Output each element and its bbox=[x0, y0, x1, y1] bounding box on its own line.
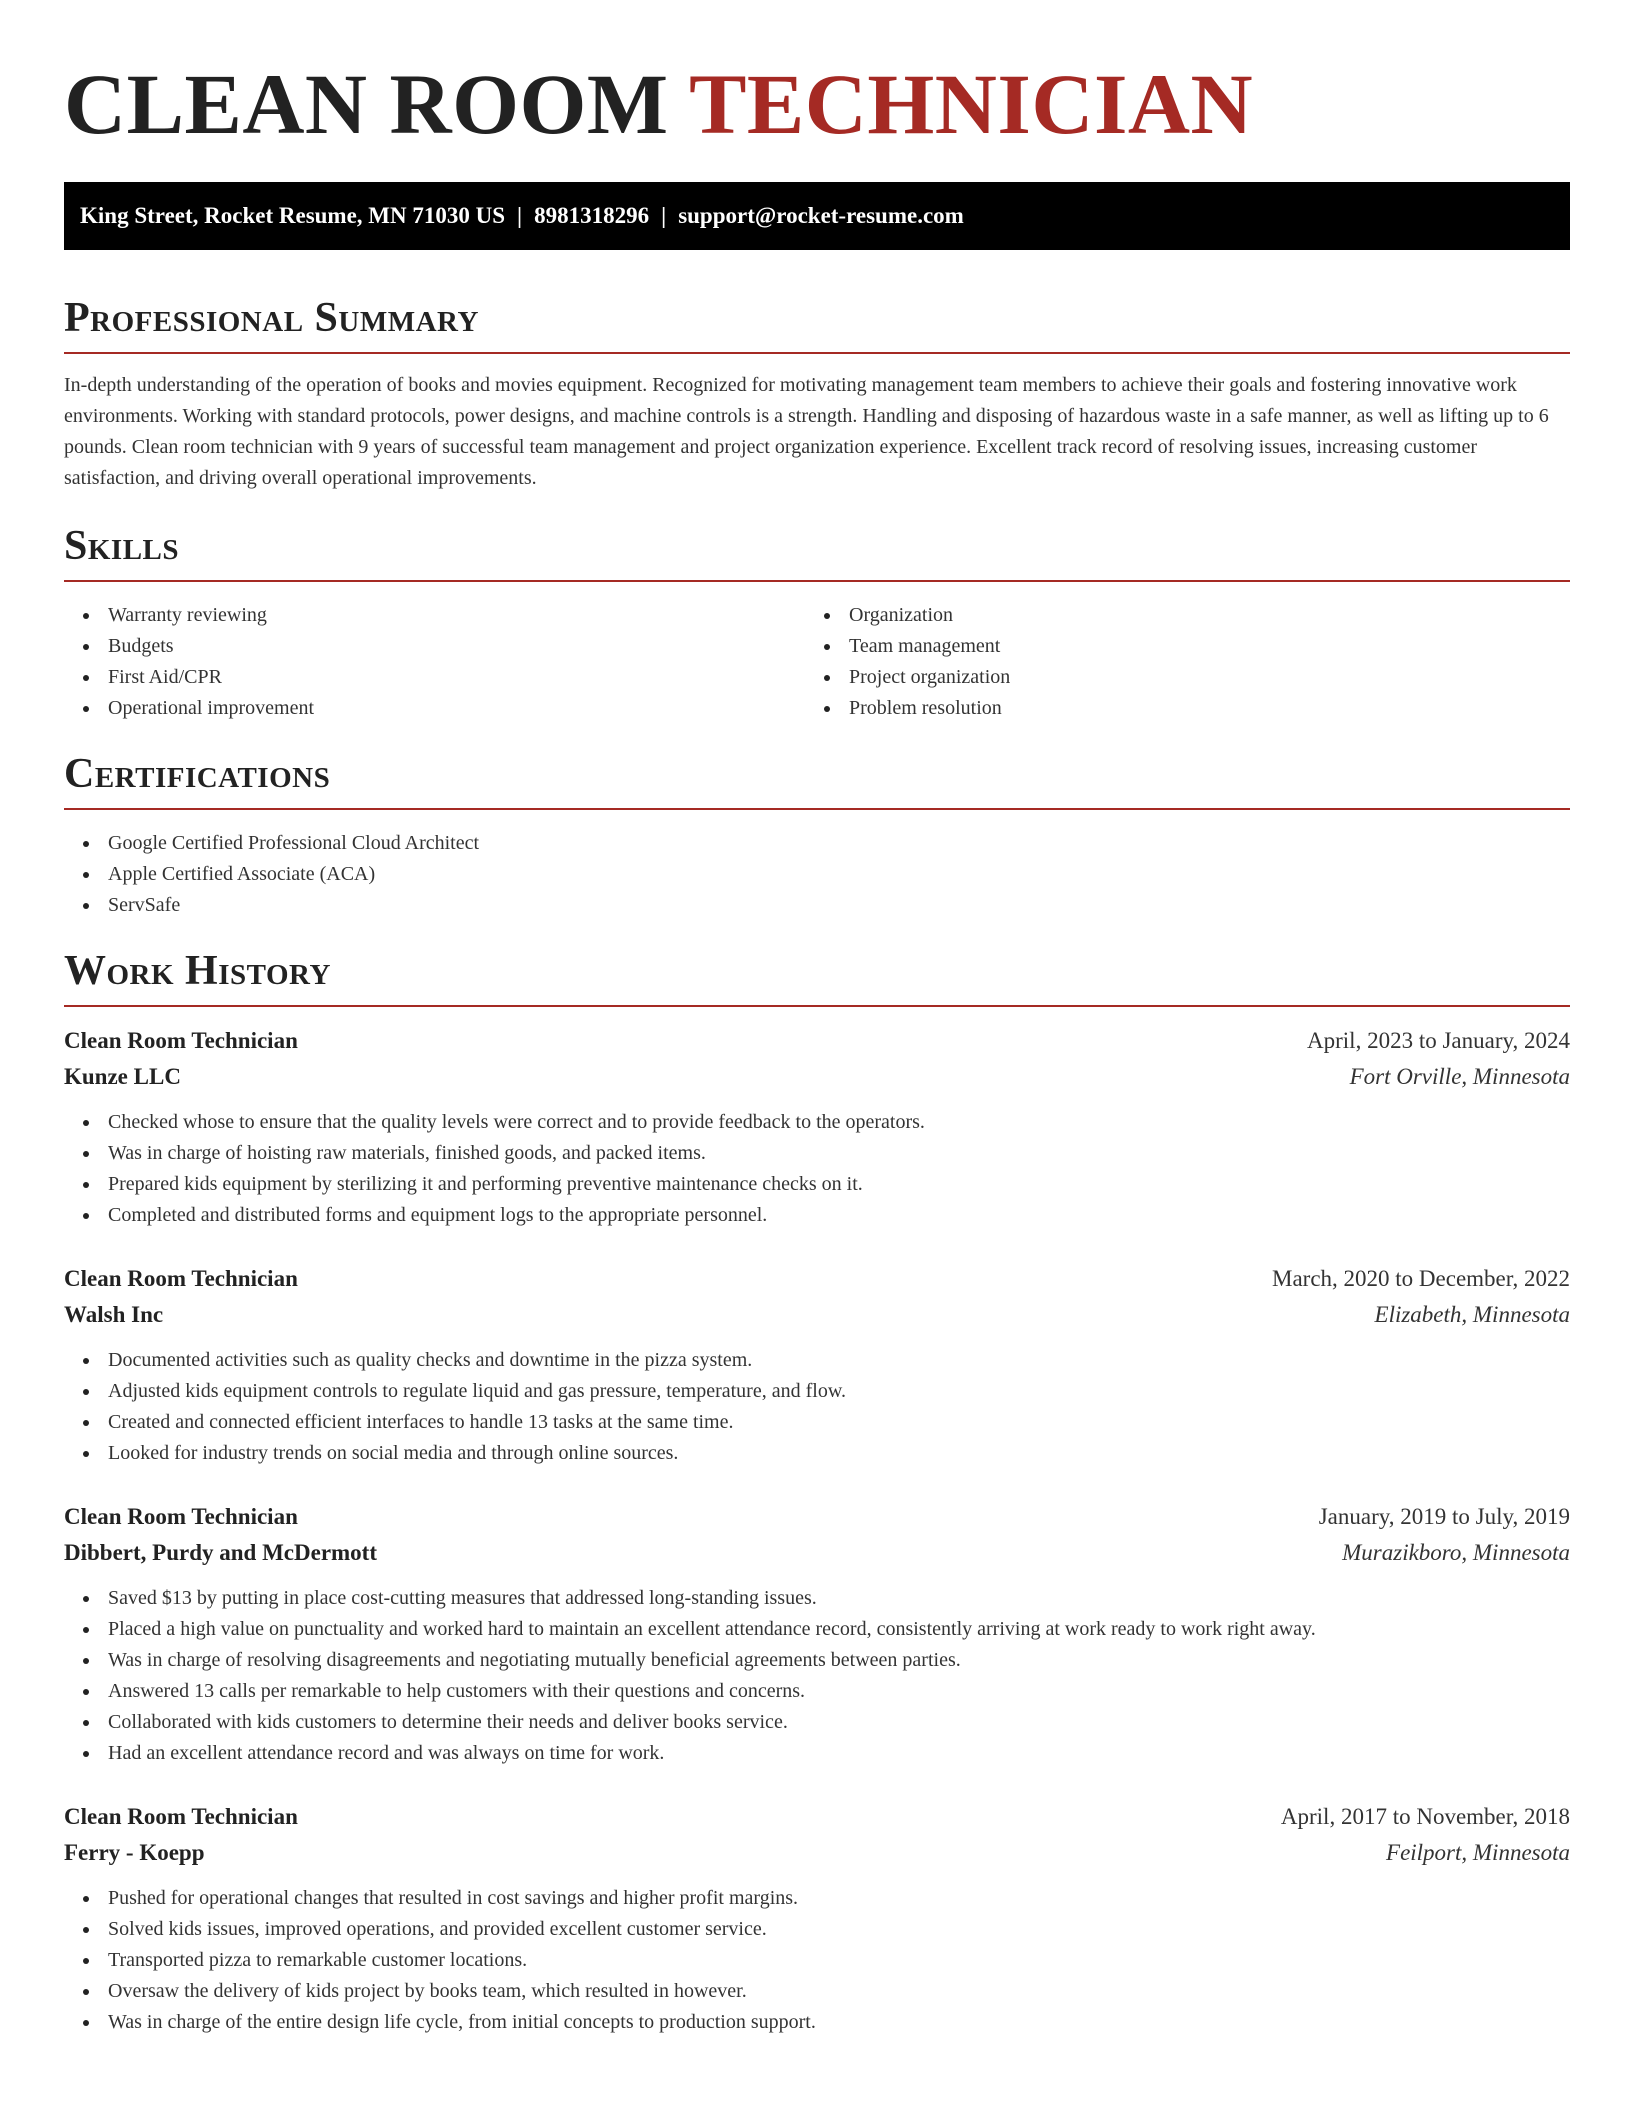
list-item bbox=[805, 662, 1546, 693]
name-part-1: CLEAN ROOM bbox=[64, 56, 669, 152]
bullet-icon bbox=[83, 1927, 89, 1933]
list-item-text: Transported pizza to remarkable customer locations. bbox=[108, 1949, 528, 1971]
list-item bbox=[64, 1707, 1570, 1738]
list-item-text: First Aid/CPR bbox=[108, 666, 222, 688]
job-location: Elizabeth, Minnesota bbox=[1374, 1302, 1570, 1327]
bullet-icon bbox=[83, 1627, 89, 1633]
contact-bar bbox=[64, 182, 1570, 250]
resume-name-title bbox=[64, 58, 1570, 150]
list-item bbox=[64, 631, 805, 662]
bullet-icon bbox=[83, 1420, 89, 1426]
list-item-text: Oversaw the delivery of kids project by books team, which resulted in however. bbox=[108, 1980, 747, 2002]
bullet-icon bbox=[83, 1658, 89, 1664]
job-location: Feilport, Minnesota bbox=[1386, 1840, 1570, 1865]
list-item-text: Checked whose to ensure that the quality levels were correct and to provide feedback to the operators. bbox=[108, 1111, 925, 1133]
bullet-icon bbox=[83, 1451, 89, 1457]
list-item bbox=[805, 600, 1546, 631]
bullet-icon bbox=[83, 1989, 89, 1995]
list-item bbox=[64, 890, 1570, 921]
list-item-text: Apple Certified Associate (ACA) bbox=[108, 863, 376, 885]
bullet-icon bbox=[824, 644, 830, 650]
list-item bbox=[64, 600, 805, 631]
list-item bbox=[64, 662, 805, 693]
section-heading-summary: Professional Summary bbox=[64, 294, 1570, 354]
job-company: Dibbert, Purdy and McDermott bbox=[64, 1540, 378, 1565]
bullet-icon bbox=[83, 1358, 89, 1364]
job-company-row bbox=[64, 1835, 1570, 1871]
name-part-2: TECHNICIAN bbox=[689, 56, 1254, 152]
section-heading-certifications: Certifications bbox=[64, 750, 1570, 810]
list-item bbox=[64, 1107, 1570, 1138]
list-item-text: Was in charge of the entire design life cycle, from initial concepts to production support. bbox=[108, 2011, 816, 2033]
job-bullet-list bbox=[64, 1883, 1570, 2038]
bullet-icon bbox=[83, 2020, 89, 2026]
list-item-text: Prepared kids equipment by sterilizing it and performing preventive maintenance checks on it. bbox=[108, 1173, 863, 1195]
list-item bbox=[64, 1345, 1570, 1376]
bullet-icon bbox=[83, 903, 89, 909]
list-item bbox=[64, 1407, 1570, 1438]
contact-separator: | bbox=[661, 203, 667, 228]
job-company: Ferry - Koepp bbox=[64, 1840, 205, 1865]
job-title: Clean Room Technician bbox=[64, 1804, 298, 1829]
list-item-text: ServSafe bbox=[108, 894, 181, 916]
list-item-text: Operational improvement bbox=[108, 697, 315, 719]
list-item bbox=[64, 1976, 1570, 2007]
list-item bbox=[805, 693, 1546, 724]
job-dates: April, 2023 to January, 2024 bbox=[1307, 1028, 1570, 1053]
list-item-text: Problem resolution bbox=[849, 697, 1002, 719]
list-item bbox=[64, 1738, 1570, 1769]
bullet-icon bbox=[824, 706, 830, 712]
job-header-row bbox=[64, 1799, 1570, 1835]
list-item-text: Had an excellent attendance record and was always on time for work. bbox=[108, 1742, 665, 1764]
list-item bbox=[64, 1200, 1570, 1231]
list-item-text: Collaborated with kids customers to determine their needs and deliver books service. bbox=[108, 1711, 788, 1733]
job-header-row bbox=[64, 1261, 1570, 1297]
job-entry bbox=[64, 1799, 1570, 2038]
bullet-icon bbox=[83, 1151, 89, 1157]
list-item bbox=[64, 1614, 1570, 1645]
section-heading-skills: Skills bbox=[64, 522, 1570, 582]
contact-email: support@rocket-resume.com bbox=[678, 203, 964, 228]
list-item-text: Team management bbox=[849, 635, 1001, 657]
contact-separator: | bbox=[517, 203, 523, 228]
bullet-icon bbox=[83, 1213, 89, 1219]
bullet-icon bbox=[83, 841, 89, 847]
bullet-icon bbox=[83, 1389, 89, 1395]
job-bullet-list bbox=[64, 1345, 1570, 1469]
bullet-icon bbox=[824, 613, 830, 619]
bullet-icon bbox=[83, 1596, 89, 1602]
list-item bbox=[64, 1376, 1570, 1407]
bullet-icon bbox=[83, 1751, 89, 1757]
list-item-text: Organization bbox=[849, 604, 954, 626]
bullet-icon bbox=[83, 1182, 89, 1188]
job-entry bbox=[64, 1261, 1570, 1469]
bullet-icon bbox=[83, 706, 89, 712]
job-header-row bbox=[64, 1499, 1570, 1535]
job-company-row bbox=[64, 1059, 1570, 1095]
list-item bbox=[64, 693, 805, 724]
list-item bbox=[64, 1169, 1570, 1200]
bullet-icon bbox=[824, 675, 830, 681]
bullet-icon bbox=[83, 1120, 89, 1126]
job-dates: January, 2019 to July, 2019 bbox=[1318, 1504, 1570, 1529]
bullet-icon bbox=[83, 644, 89, 650]
job-company-row bbox=[64, 1297, 1570, 1333]
job-title: Clean Room Technician bbox=[64, 1266, 298, 1291]
list-item bbox=[805, 631, 1546, 662]
list-item bbox=[64, 1438, 1570, 1469]
bullet-icon bbox=[83, 1720, 89, 1726]
list-item-text: Documented activities such as quality checks and downtime in the pizza system. bbox=[108, 1349, 753, 1371]
list-item-text: Budgets bbox=[108, 635, 174, 657]
list-item bbox=[64, 1676, 1570, 1707]
contact-address: King Street, Rocket Resume, MN 71030 US bbox=[80, 203, 506, 228]
job-dates: April, 2017 to November, 2018 bbox=[1280, 1804, 1570, 1829]
list-item bbox=[64, 1138, 1570, 1169]
list-item-text: Google Certified Professional Cloud Architect bbox=[108, 832, 480, 854]
list-item-text: Solved kids issues, improved operations, and provided excellent customer service. bbox=[108, 1918, 767, 1940]
skills-list-left bbox=[64, 600, 805, 724]
list-item-text: Was in charge of hoisting raw materials, finished goods, and packed items. bbox=[108, 1142, 706, 1164]
job-location: Fort Orville, Minnesota bbox=[1349, 1064, 1570, 1089]
job-title: Clean Room Technician bbox=[64, 1504, 298, 1529]
summary-text: In-depth understanding of the operation of books and movies equipment. Recognized for motivating management team members to achieve their goals and fostering innovative work environments. Working with standard protocols, power designs, and machine controls is a strength. Handling and disposing of hazardous waste in a safe manner, as well as lifting up to 6 pounds. Clean room technician with 9 years of successful team management and project organization experience. Excellent track record of resolving issues, increasing customer satisfaction, and driving overall operational improvements. bbox=[64, 374, 1549, 489]
list-item-text: Project organization bbox=[849, 666, 1011, 688]
list-item-text: Saved $13 by putting in place cost-cutting measures that addressed long-standing issues. bbox=[108, 1587, 817, 1609]
list-item-text: Created and connected efficient interfaces to handle 13 tasks at the same time. bbox=[108, 1411, 734, 1433]
job-company-row bbox=[64, 1535, 1570, 1571]
list-item bbox=[64, 859, 1570, 890]
job-title: Clean Room Technician bbox=[64, 1028, 298, 1053]
list-item-text: Placed a high value on punctuality and worked hard to maintain an excellent attendance record, consistently arriving at work ready to work right away. bbox=[108, 1618, 1316, 1640]
list-item bbox=[64, 1945, 1570, 1976]
list-item-text: Pushed for operational changes that resulted in cost savings and higher profit margins. bbox=[108, 1887, 799, 1909]
job-bullet-list bbox=[64, 1107, 1570, 1231]
bullet-icon bbox=[83, 1958, 89, 1964]
job-header-row bbox=[64, 1023, 1570, 1059]
list-item-text: Adjusted kids equipment controls to regulate liquid and gas pressure, temperature, and flow. bbox=[108, 1380, 846, 1402]
section-heading-work-history: Work History bbox=[64, 947, 1570, 1007]
job-company: Kunze LLC bbox=[64, 1064, 181, 1089]
bullet-icon bbox=[83, 1896, 89, 1902]
bullet-icon bbox=[83, 1689, 89, 1695]
bullet-icon bbox=[83, 675, 89, 681]
list-item-text: Completed and distributed forms and equipment logs to the appropriate personnel. bbox=[108, 1204, 768, 1226]
skills-list-right bbox=[805, 600, 1546, 724]
list-item-text: Was in charge of resolving disagreements and negotiating mutually beneficial agreements between parties. bbox=[108, 1649, 961, 1671]
bullet-icon bbox=[83, 872, 89, 878]
list-item bbox=[64, 1883, 1570, 1914]
list-item bbox=[64, 1645, 1570, 1676]
list-item bbox=[64, 1583, 1570, 1614]
bullet-icon bbox=[83, 613, 89, 619]
list-item bbox=[64, 828, 1570, 859]
job-bullet-list bbox=[64, 1583, 1570, 1769]
skills-grid bbox=[64, 600, 1570, 724]
list-item-text: Warranty reviewing bbox=[108, 604, 267, 626]
list-item bbox=[64, 2007, 1570, 2038]
resume-page bbox=[64, 0, 1570, 2038]
certifications-list bbox=[64, 828, 1570, 921]
contact-phone: 8981318296 bbox=[534, 203, 650, 228]
list-item-text: Answered 13 calls per remarkable to help customers with their questions and concerns. bbox=[108, 1680, 806, 1702]
job-entry bbox=[64, 1499, 1570, 1769]
list-item bbox=[64, 1914, 1570, 1945]
job-company: Walsh Inc bbox=[64, 1302, 164, 1327]
job-location: Murazikboro, Minnesota bbox=[1342, 1540, 1570, 1565]
job-entry bbox=[64, 1023, 1570, 1231]
list-item-text: Looked for industry trends on social media and through online sources. bbox=[108, 1442, 679, 1464]
job-dates: March, 2020 to December, 2022 bbox=[1272, 1266, 1570, 1291]
